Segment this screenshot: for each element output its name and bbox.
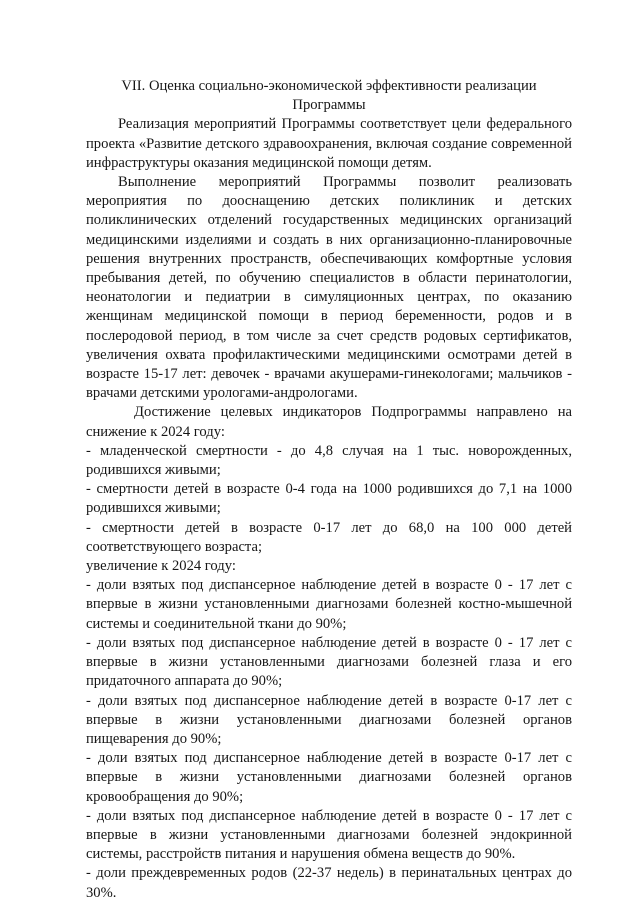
list-item: - младенческой смертности - до 4,8 случая на 1 тыс. новорожденных, родившихся живыми; <box>86 442 572 479</box>
increase-heading: увеличение к 2024 году: <box>86 558 236 575</box>
paragraph-targets-intro: Достижение целевых индикаторов Подпрограммы направлено на снижение к 2024 году: <box>86 404 572 440</box>
list-item: - смертности детей в возрасте 0-4 года на 1000 родившихся до 7,1 на 1000 родившихся живыми; <box>86 481 572 517</box>
increase-list <box>86 576 572 902</box>
list-item: - доли взятых под диспансерное наблюдение детей в возрасте 0 - 17 лет с впервые в жизни установленными диагнозами болезней глаза и его придаточного аппарата до 90%; <box>86 634 572 690</box>
document-page <box>86 77 572 903</box>
paragraph-measures: Выполнение мероприятий Программы позволит реализовать мероприятия по дооснащению детских поликлиник и детских поликлинических отделений государственных медицинских организаций медицинскими изделиями и создать в них организационно-планировочные решения внутренних пространств, обеспечивающих комфортные условия пребывания детей, по обучению специалистов в области перинатологии, неонатологии и педиатрии в симуляционных центрах, по оказанию женщинам медицинской помощи в период беременности, родов и в послеродовой период, в том числе за счет средств родовых сертификатов, увеличения охвата профилактическими медицинскими осмотрами детей в возрасте 15-17 лет: девочек - врачами акушерами-гинекологами; мальчиков - врачами детскими урологами-андрологами. <box>86 174 572 402</box>
paragraph-goal: Реализация мероприятий Программы соответствует цели федерального проекта «Развитие детского здравоохранения, включая создание современной инфраструктуры оказания медицинской помощи детям. <box>86 116 572 171</box>
list-item: - доли взятых под диспансерное наблюдение детей в возрасте 0 - 17 лет с впервые в жизни установленными диагнозами болезней эндокринной системы, расстройств питания и нарушения обмена веществ до 90%. <box>86 807 572 863</box>
list-item: - смертности детей в возрасте 0-17 лет до 68,0 на 100 000 детей соответствующего возраста; <box>86 519 572 555</box>
list-item: - доли взятых под диспансерное наблюдение детей в возрасте 0-17 лет с впервые в жизни установленными диагнозами болезней органов кровообращения до 90%; <box>86 750 572 805</box>
section-heading: VII. Оценка социально-экономической эффективности реализации Программы <box>121 78 537 114</box>
list-item: - доли взятых под диспансерное наблюдение детей в возрасте 0-17 лет с впервые в жизни установленными диагнозами болезней органов пищеварения до 90%; <box>86 692 572 747</box>
list-item: - доли преждевременных родов (22-37 недель) в перинатальных центрах до 30%. <box>86 865 572 901</box>
reduction-list <box>86 442 572 557</box>
list-item: - доли взятых под диспансерное наблюдение детей в возрасте 0 - 17 лет с впервые в жизни установленными диагнозами болезней костно-мышечной системы и соединительной ткани до 90%; <box>86 577 572 632</box>
